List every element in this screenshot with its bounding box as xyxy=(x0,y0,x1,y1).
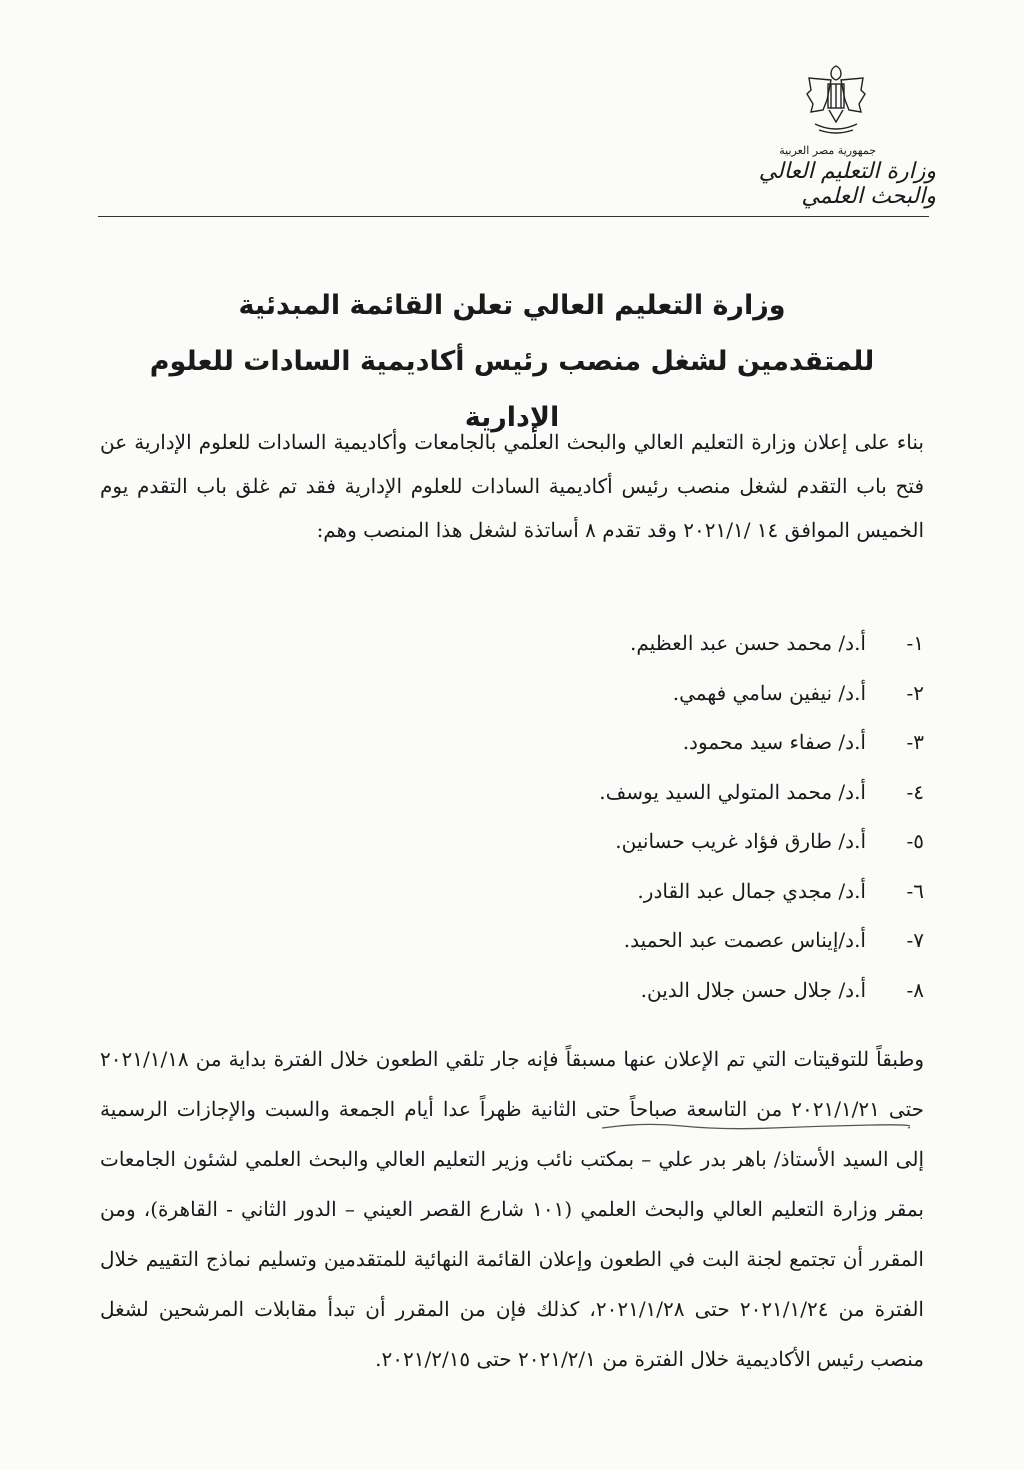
item-number: ٨- xyxy=(906,977,924,1002)
item-number: ٥- xyxy=(906,829,924,853)
applicants-list xyxy=(599,624,924,1020)
eagle-emblem-icon xyxy=(801,60,871,140)
header-divider xyxy=(98,216,929,217)
item-number: ٧- xyxy=(906,928,924,952)
item-number: ٣- xyxy=(906,730,924,754)
intro-paragraph xyxy=(100,420,924,552)
item-name: أ.د/ محمد المتولي السيد يوسف. xyxy=(599,779,866,804)
list-item xyxy=(599,872,924,922)
item-name: أ.د/ طارق فؤاد غريب حسانين. xyxy=(615,829,866,853)
item-name: أ.د/ مجدي جمال عبد القادر. xyxy=(637,878,866,903)
list-item xyxy=(599,674,924,724)
item-name: أ.د/ محمد حسن عبد العظيم. xyxy=(630,631,866,655)
item-number: ٦- xyxy=(906,878,924,903)
list-item xyxy=(599,822,924,872)
item-number: ٤- xyxy=(906,779,924,804)
item-name: أ.د/ جلال حسن جلال الدين. xyxy=(640,977,866,1002)
list-item xyxy=(599,773,924,823)
title-line-2: للمتقدمين لشغل منصب رئيس أكاديمية السادات للعلوم الإدارية xyxy=(149,346,875,433)
letterhead-ministry: وزارة التعليم العالي والبحث العلمي xyxy=(758,159,936,209)
list-item xyxy=(599,971,924,1021)
item-number: ١- xyxy=(906,631,924,655)
item-number: ٢- xyxy=(906,680,924,705)
letterhead-country: جمهورية مصر العربية xyxy=(779,144,876,157)
intro-text: بناء على إعلان وزارة التعليم العالي والبحث العلمي بالجامعات وأكاديمية السادات للعلوم الإدارية عن فتح باب التقدم لشغل منصب رئيس أكاديمية السادات للعلوم الإدارية فقد تم غلق باب التقدم يوم الخميس الموافق ١٤ /٢٠٢١/١ وقد تقدم ٨ أساتذة لشغل هذا المنصب وهم: xyxy=(100,430,925,542)
list-item xyxy=(599,723,924,773)
closing-paragraph xyxy=(100,1034,924,1384)
handwritten-underline xyxy=(600,1120,910,1134)
item-name: أ.د/ نيفين سامي فهمي. xyxy=(672,680,866,705)
letterhead xyxy=(736,60,936,209)
item-name: أ.د/إيناس عصمت عبد الحميد. xyxy=(623,928,866,952)
list-item xyxy=(599,624,924,674)
item-name: أ.د/ صفاء سيد محمود. xyxy=(682,730,866,754)
list-item xyxy=(599,921,924,971)
title-line-1: وزارة التعليم العالي تعلن القائمة المبدئية xyxy=(238,290,786,321)
closing-text: وطبقاً للتوقيتات التي تم الإعلان عنها مسبقاً فإنه جار تلقي الطعون خلال الفترة بداية من ٢٠٢١/١/١٨ حتى ٢٠٢١/١/٢١ من التاسعة صباحاً حتى الثانية ظهراً عدا أيام الجمعة والسبت والإجازات الرسمية إلى السيد الأستاذ/ باهر بدر علي – بمكتب نائب وزير التعليم العالي والبحث العلمي لشئون الجامعات بمقر وزارة التعليم العالي والبحث العلمي (١٠١ شارع القصر العيني – الدور الثاني - القاهرة)، ومن المقرر أن تجتمع لجنة البت في الطعون وإعلان القائمة النهائية للمتقدمين وتسليم نماذج التقييم خلال الفترة من ٢٠٢١/١/٢٤ حتى ٢٠٢١/١/٢٨، كذلك فإن من المقرر أن تبدأ مقابلات المرشحين لشغل منصب رئيس الأكاديمية خلال الفترة من ٢٠٢١/٢/١ حتى ٢٠٢١/٢/١٥. xyxy=(100,1047,924,1371)
